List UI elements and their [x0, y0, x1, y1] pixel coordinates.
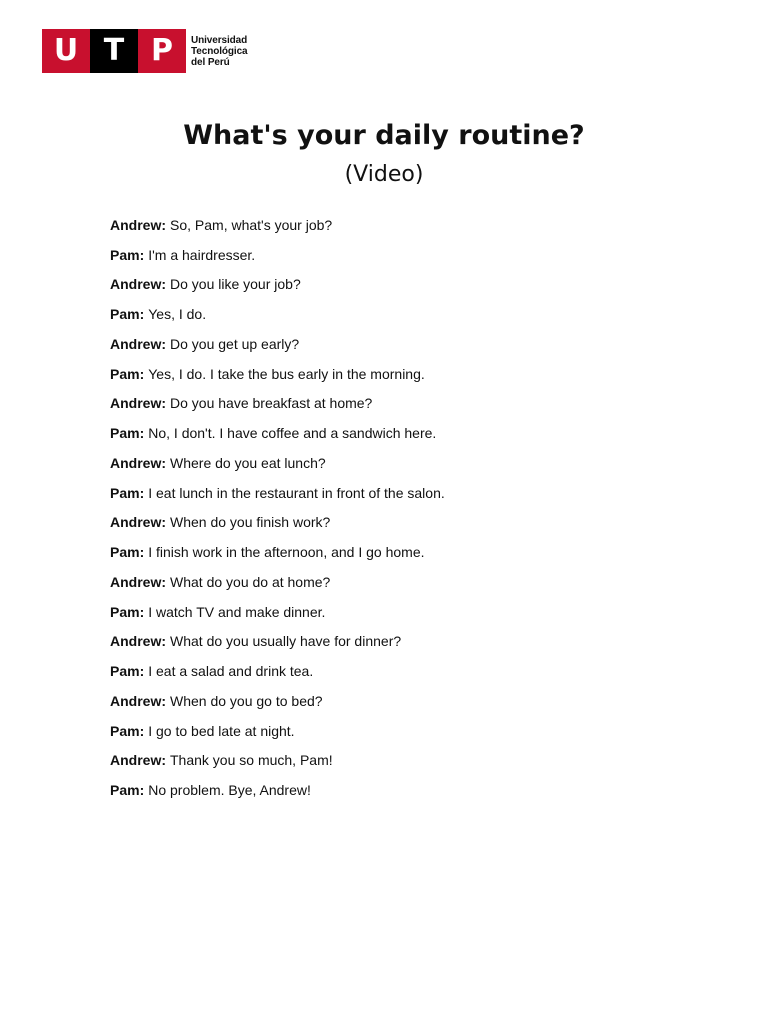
speaker-name: Pam: [110, 365, 145, 382]
dialogue-line [110, 329, 445, 359]
dialogue-line [110, 478, 445, 508]
logo-letter-t: T [90, 29, 138, 73]
dialogue-line [110, 240, 445, 270]
utterance-text: What do you do at home? [170, 573, 331, 590]
page-title: What's your daily routine? [183, 120, 585, 151]
speaker-name: Andrew: [110, 514, 166, 531]
speaker-name: Andrew: [110, 633, 166, 650]
utterance-text: I eat lunch in the restaurant in front of the salon. [148, 484, 445, 501]
speaker-name: Andrew: [110, 276, 166, 293]
university-name-line: Universidad [191, 34, 248, 46]
speaker-name: Pam: [110, 603, 145, 620]
utterance-text: Where do you eat lunch? [170, 454, 326, 471]
utterance-text: Yes, I do. I take the bus early in the morning. [148, 365, 425, 382]
utterance-text: Do you get up early? [170, 335, 300, 352]
speaker-name: Pam: [110, 722, 145, 739]
utterance-text: I'm a hairdresser. [148, 246, 256, 263]
dialogue-line [110, 537, 445, 567]
speaker-name: Pam: [110, 425, 145, 442]
speaker-name: Andrew: [110, 454, 166, 471]
dialogue-line [110, 746, 445, 776]
speaker-name: Andrew: [110, 335, 166, 352]
dialogue-transcript [110, 210, 445, 805]
dialogue-line [110, 686, 445, 716]
speaker-name: Andrew: [110, 216, 166, 233]
logo-letter-p: P [138, 29, 186, 73]
speaker-name: Pam: [110, 663, 145, 680]
utterance-text: I finish work in the afternoon, and I go home. [148, 544, 425, 561]
speaker-name: Andrew: [110, 395, 166, 412]
utterance-text: I eat a salad and drink tea. [148, 663, 314, 680]
utterance-text: When do you finish work? [170, 514, 331, 531]
utterance-text: Thank you so much, Pam! [170, 752, 333, 769]
utterance-text: Do you like your job? [170, 276, 301, 293]
dialogue-line [110, 359, 445, 389]
utterance-text: No problem. Bye, Andrew! [148, 782, 311, 799]
speaker-name: Andrew: [110, 692, 166, 709]
university-name [191, 35, 248, 68]
dialogue-line [110, 597, 445, 627]
utterance-text: So, Pam, what's your job? [170, 216, 333, 233]
university-name-line: Tecnológica [191, 45, 248, 57]
dialogue-line [110, 567, 445, 597]
speaker-name: Pam: [110, 306, 145, 323]
dialogue-line [110, 656, 445, 686]
speaker-name: Pam: [110, 246, 145, 263]
dialogue-line [110, 716, 445, 746]
speaker-name: Pam: [110, 782, 145, 799]
utterance-text: I go to bed late at night. [148, 722, 295, 739]
speaker-name: Andrew: [110, 752, 166, 769]
page-subtitle: (Video) [344, 162, 424, 187]
utterance-text: No, I don't. I have coffee and a sandwich here. [148, 425, 437, 442]
dialogue-line [110, 775, 445, 805]
speaker-name: Pam: [110, 544, 145, 561]
utterance-text: Do you have breakfast at home? [170, 395, 373, 412]
dialogue-line [110, 448, 445, 478]
dialogue-line [110, 270, 445, 300]
logo-letter-u: U [42, 29, 90, 73]
dialogue-line [110, 210, 445, 240]
utp-logo [42, 29, 248, 73]
utterance-text: When do you go to bed? [170, 692, 323, 709]
dialogue-line [110, 508, 445, 538]
university-name-line: del Perú [191, 56, 230, 68]
dialogue-line [110, 627, 445, 657]
dialogue-line [110, 299, 445, 329]
utterance-text: What do you usually have for dinner? [170, 633, 402, 650]
speaker-name: Pam: [110, 484, 145, 501]
speaker-name: Andrew: [110, 573, 166, 590]
utterance-text: Yes, I do. [148, 306, 207, 323]
dialogue-line [110, 418, 445, 448]
utterance-text: I watch TV and make dinner. [148, 603, 326, 620]
dialogue-line [110, 389, 445, 419]
utp-logo-mark [42, 29, 186, 73]
